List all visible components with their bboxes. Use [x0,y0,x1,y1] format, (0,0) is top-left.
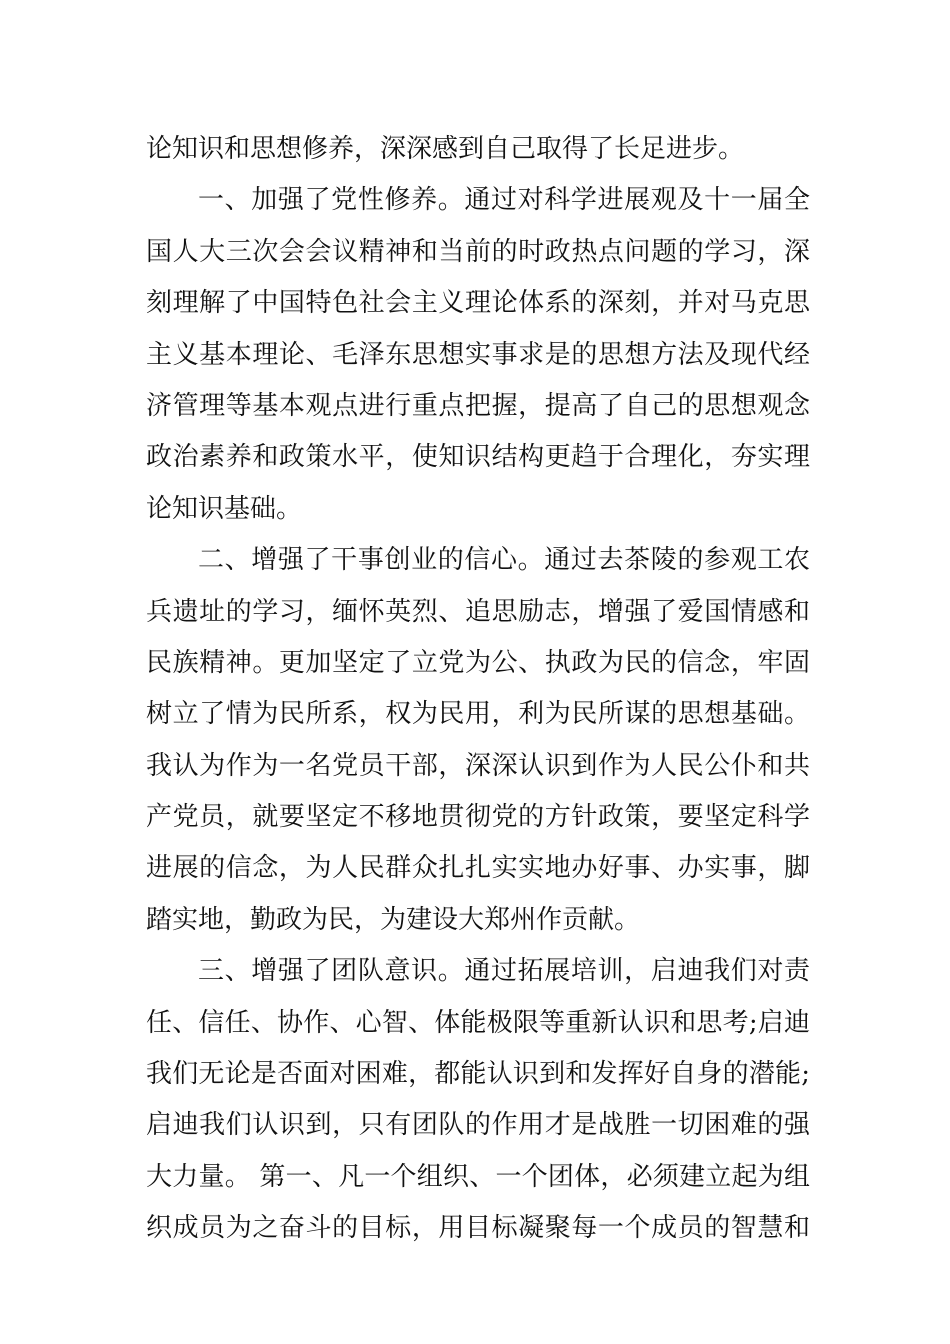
text-line: 任、信任、协作、心智、体能极限等重新认识和思考;启迪 [146,1007,810,1038]
text-line: 三、增强了团队意识。通过拓展培训，启迪我们对责 [198,956,810,987]
text-line: 刻理解了中国特色社会主义理论体系的深刻，并对马克思 [146,288,810,319]
text-line: 二、增强了干事创业的信心。通过去茶陵的参观工农 [198,545,810,576]
text-line: 启迪我们认识到，只有团队的作用才是战胜一切困难的强 [146,1110,810,1141]
text-line: 树立了情为民所系，权为民用，利为民所谋的思想基础。 [146,699,810,730]
text-line: 民族精神。更加坚定了立党为公、执政为民的信念，牢固 [146,647,810,678]
text-line: 济管理等基本观点进行重点把握，提高了自己的思想观念 [146,390,810,421]
text-line: 大力量。 第一、凡一个组织、一个团体，必须建立起为组 [146,1161,810,1192]
text-line: 兵遗址的学习，缅怀英烈、追思励志，增强了爱国情感和 [146,596,810,627]
text-line: 我们无论是否面对困难，都能认识到和发挥好自身的潜能; [146,1059,810,1090]
text-line: 国人大三次会会议精神和当前的时政热点问题的学习，深 [146,236,810,267]
text-line: 论知识基础。 [146,493,303,524]
body-text [146,124,810,1255]
text-line: 论知识和思想修养，深深感到自己取得了长足进步。 [146,134,745,164]
text-line: 进展的信念，为人民群众扎扎实实地办好事、办实事，脚 [146,853,810,884]
text-line: 主义基本理论、毛泽东思想实事求是的思想方法及现代经 [146,339,810,370]
text-line: 一、加强了党性修养。通过对科学进展观及十一届全 [198,185,810,216]
text-line: 我认为作为一名党员干部，深深认识到作为人民公仆和共 [146,750,810,781]
text-line: 产党员，就要坚定不移地贯彻党的方针政策，要坚定科学 [146,802,810,833]
text-line: 织成员为之奋斗的目标，用目标凝聚每一个成员的智慧和 [146,1213,810,1244]
text-line: 政治素养和政策水平，使知识结构更趋于合理化，夯实理 [146,442,810,473]
text-line: 踏实地，勤政为民，为建设大郑州作贡献。 [146,904,641,935]
